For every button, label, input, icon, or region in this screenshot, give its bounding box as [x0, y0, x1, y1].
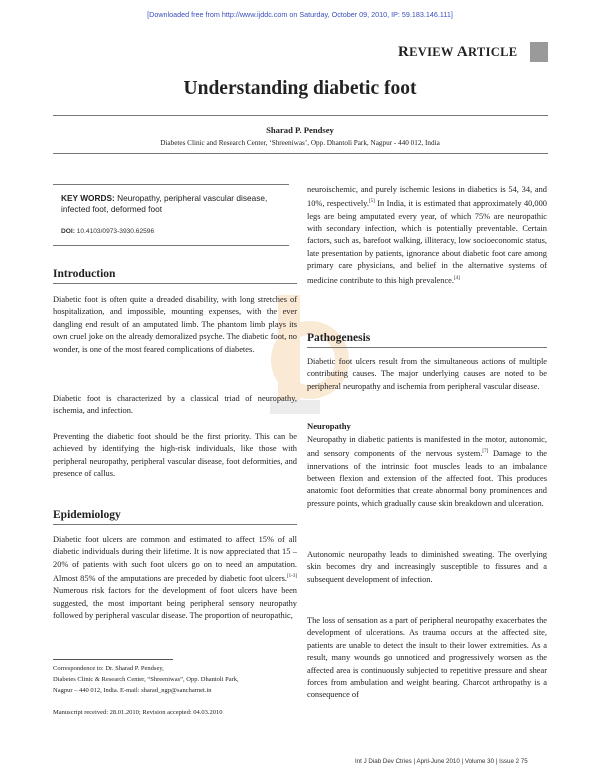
intro-heading-underline	[53, 283, 297, 284]
neuro-ref-1[interactable]: [7]	[482, 449, 489, 455]
subheading-neuropathy: Neuropathy	[307, 421, 351, 431]
keywords-label: KEY WORDS:	[61, 193, 115, 203]
neuro-text-a: Neuropathy in diabetic patients is manifested in the motor, autonomic, and sensory components of the nervous system.	[307, 435, 547, 459]
section-heading-introduction: Introduction	[53, 268, 116, 280]
epi-heading-underline	[53, 524, 297, 525]
doi-value[interactable]: 10.4103/0973-3930.62596	[74, 228, 155, 235]
section-heading-pathogenesis: Pathogenesis	[307, 332, 371, 344]
correspondence-line-3[interactable]: Nagpur – 440 012, India. E-mail: sharad_ngp@sancharnet.in	[53, 686, 212, 694]
article-type-initial-2: A	[456, 44, 469, 60]
right-p1-text-a: neuroischemic, and purely ischemic lesions in diabetics is 54, 34, and 10%, respectively.	[307, 185, 547, 209]
correspondence-line-2: Diabetes Clinic & Research Center, “Shreeniwas”, Opp. Dhantoli Park,	[53, 675, 239, 683]
doi-label: DOI:	[61, 228, 75, 235]
right-p1-ref-1[interactable]: [5]	[368, 199, 375, 205]
intro-paragraph-1: Diabetic foot is often quite a dreaded disability, with long stretches of hospitalization, and impossible, mounting expenses, with the ever dangling end result of an amputated limb. The phantom limb plays its own cruel joke on the already demoralized psyche. The diabetic foot, no wonder, is one of the most feared complications of diabetes.	[53, 295, 297, 354]
correspondence-line-1: Correspondence to: Dr. Sharad P. Pendsey,	[53, 665, 164, 672]
article-title: Understanding diabetic foot	[183, 78, 417, 99]
article-type-rest-2: RTICLE	[468, 45, 518, 59]
epi-text-b: Numerous risk factors for the development of foot ulcers have been suggested, the most important being peripheral sensory neuropathy followed by peripheral vascular disease. The proportion of neuropathic,	[53, 586, 297, 621]
correspondence-block	[53, 664, 297, 696]
intro-paragraph-3: Preventing the diabetic foot should be the first priority. This can be achieved by identifying the high-risk individuals, like those with peripheral neuropathy, peripheral vascular disease, foot deformities, and presence of callus.	[53, 432, 297, 479]
epi-ref-1[interactable]: [1-3]	[287, 574, 297, 580]
title-divider	[53, 115, 548, 116]
correspondence-divider	[53, 659, 173, 660]
right-p1-text-b: In India, it is estimated that approximately 40,000 legs are being amputated every year, of which 75% are neuropathic with secondary infection, which is potentially preventable. Certain factors, such as, barefoot walking, illiteracy, low socioeconomic status, late presentation by patients, ignorance about diabetic foot care among primary care physicians, and belief in the alternative systems of medicine contribute to this high prevalence.	[307, 199, 547, 285]
manuscript-dates: Manuscript received: 28.01.2010; Revision accepted: 04.03.2010	[53, 709, 223, 716]
epidemiology-paragraph-continued	[307, 184, 547, 287]
author-name: Sharad P. Pendsey	[266, 125, 334, 135]
affiliation-divider	[53, 153, 548, 154]
keywords-text: Neuropathy, peripheral vascular disease, infected foot, deformed foot	[61, 193, 268, 214]
download-note[interactable]: [Downloaded free from http://www.ijddc.com on Saturday, October 09, 2010, IP: 59.183.146.111]	[147, 10, 453, 19]
right-p1-ref-2[interactable]: [4]	[453, 275, 460, 281]
article-type-bar	[530, 42, 548, 62]
article-type-rest-1: EVIEW	[409, 45, 457, 59]
section-heading-epidemiology: Epidemiology	[53, 509, 121, 521]
author-affiliation: Diabetes Clinic and Research Center, ‘Shreeniwas’, Opp. Dhantoli Park, Nagpur - 440 012, India	[160, 139, 440, 147]
epi-text-a: Diabetic foot ulcers are common and estimated to affect 15% of all diabetic individuals during their lifetime. It is now appreciated that 15 – 20% of patients with such foot ulcers go on to need an amputation. Almost 85% of the amputations are preceded by diabetic foot ulcers.	[53, 535, 297, 584]
intro-paragraph-2: Diabetic foot is characterized by a classical triad of neuropathy, ischemia, and infection.	[53, 394, 297, 416]
patho-heading-underline	[307, 347, 547, 348]
epidemiology-paragraph-1	[53, 534, 297, 623]
article-type-initial-1: R	[398, 44, 410, 60]
neuro-text-b: Damage to the innervations of the intrinsic foot muscles leads to an imbalance between flexion and extension of the affected foot. This produces anatomic foot deformities that create abnormal bony prominences and pressure points, which gradually cause skin breakdown and ulceration.	[307, 449, 548, 508]
neuropathy-paragraph-3: The loss of sensation as a part of peripheral neuropathy exacerbates the development of ulcerations. As trauma occurs at the affected site, patients are unable to detect the insult to their lower extremities. As a result, many wounds go unnoticed and progressively worsen as the affected area is continuously subjected to repetitive pressure and shear forces from ambulation and weight bearing. Charcot arthropathy is a consequence of	[307, 616, 547, 700]
page-footer: Int J Diab Dev Ctries | April-June 2010 | Volume 30 | Issue 2 75	[355, 758, 528, 765]
keywords	[61, 193, 289, 215]
neuropathy-paragraph-2: Autonomic neuropathy leads to diminished sweating. The overlying skin becomes dry and increasingly susceptible to fissures and a subsequent development of infection.	[307, 550, 547, 584]
article-type-label	[398, 44, 517, 61]
pathogenesis-paragraph-1: Diabetic foot ulcers result from the simultaneous actions of multiple contributing causes. The major underlying causes are noted to be peripheral neuropathy and ischemia from peripheral vascular disease.	[307, 357, 547, 391]
neuropathy-paragraph-1	[307, 434, 547, 510]
doi[interactable]	[61, 228, 154, 235]
